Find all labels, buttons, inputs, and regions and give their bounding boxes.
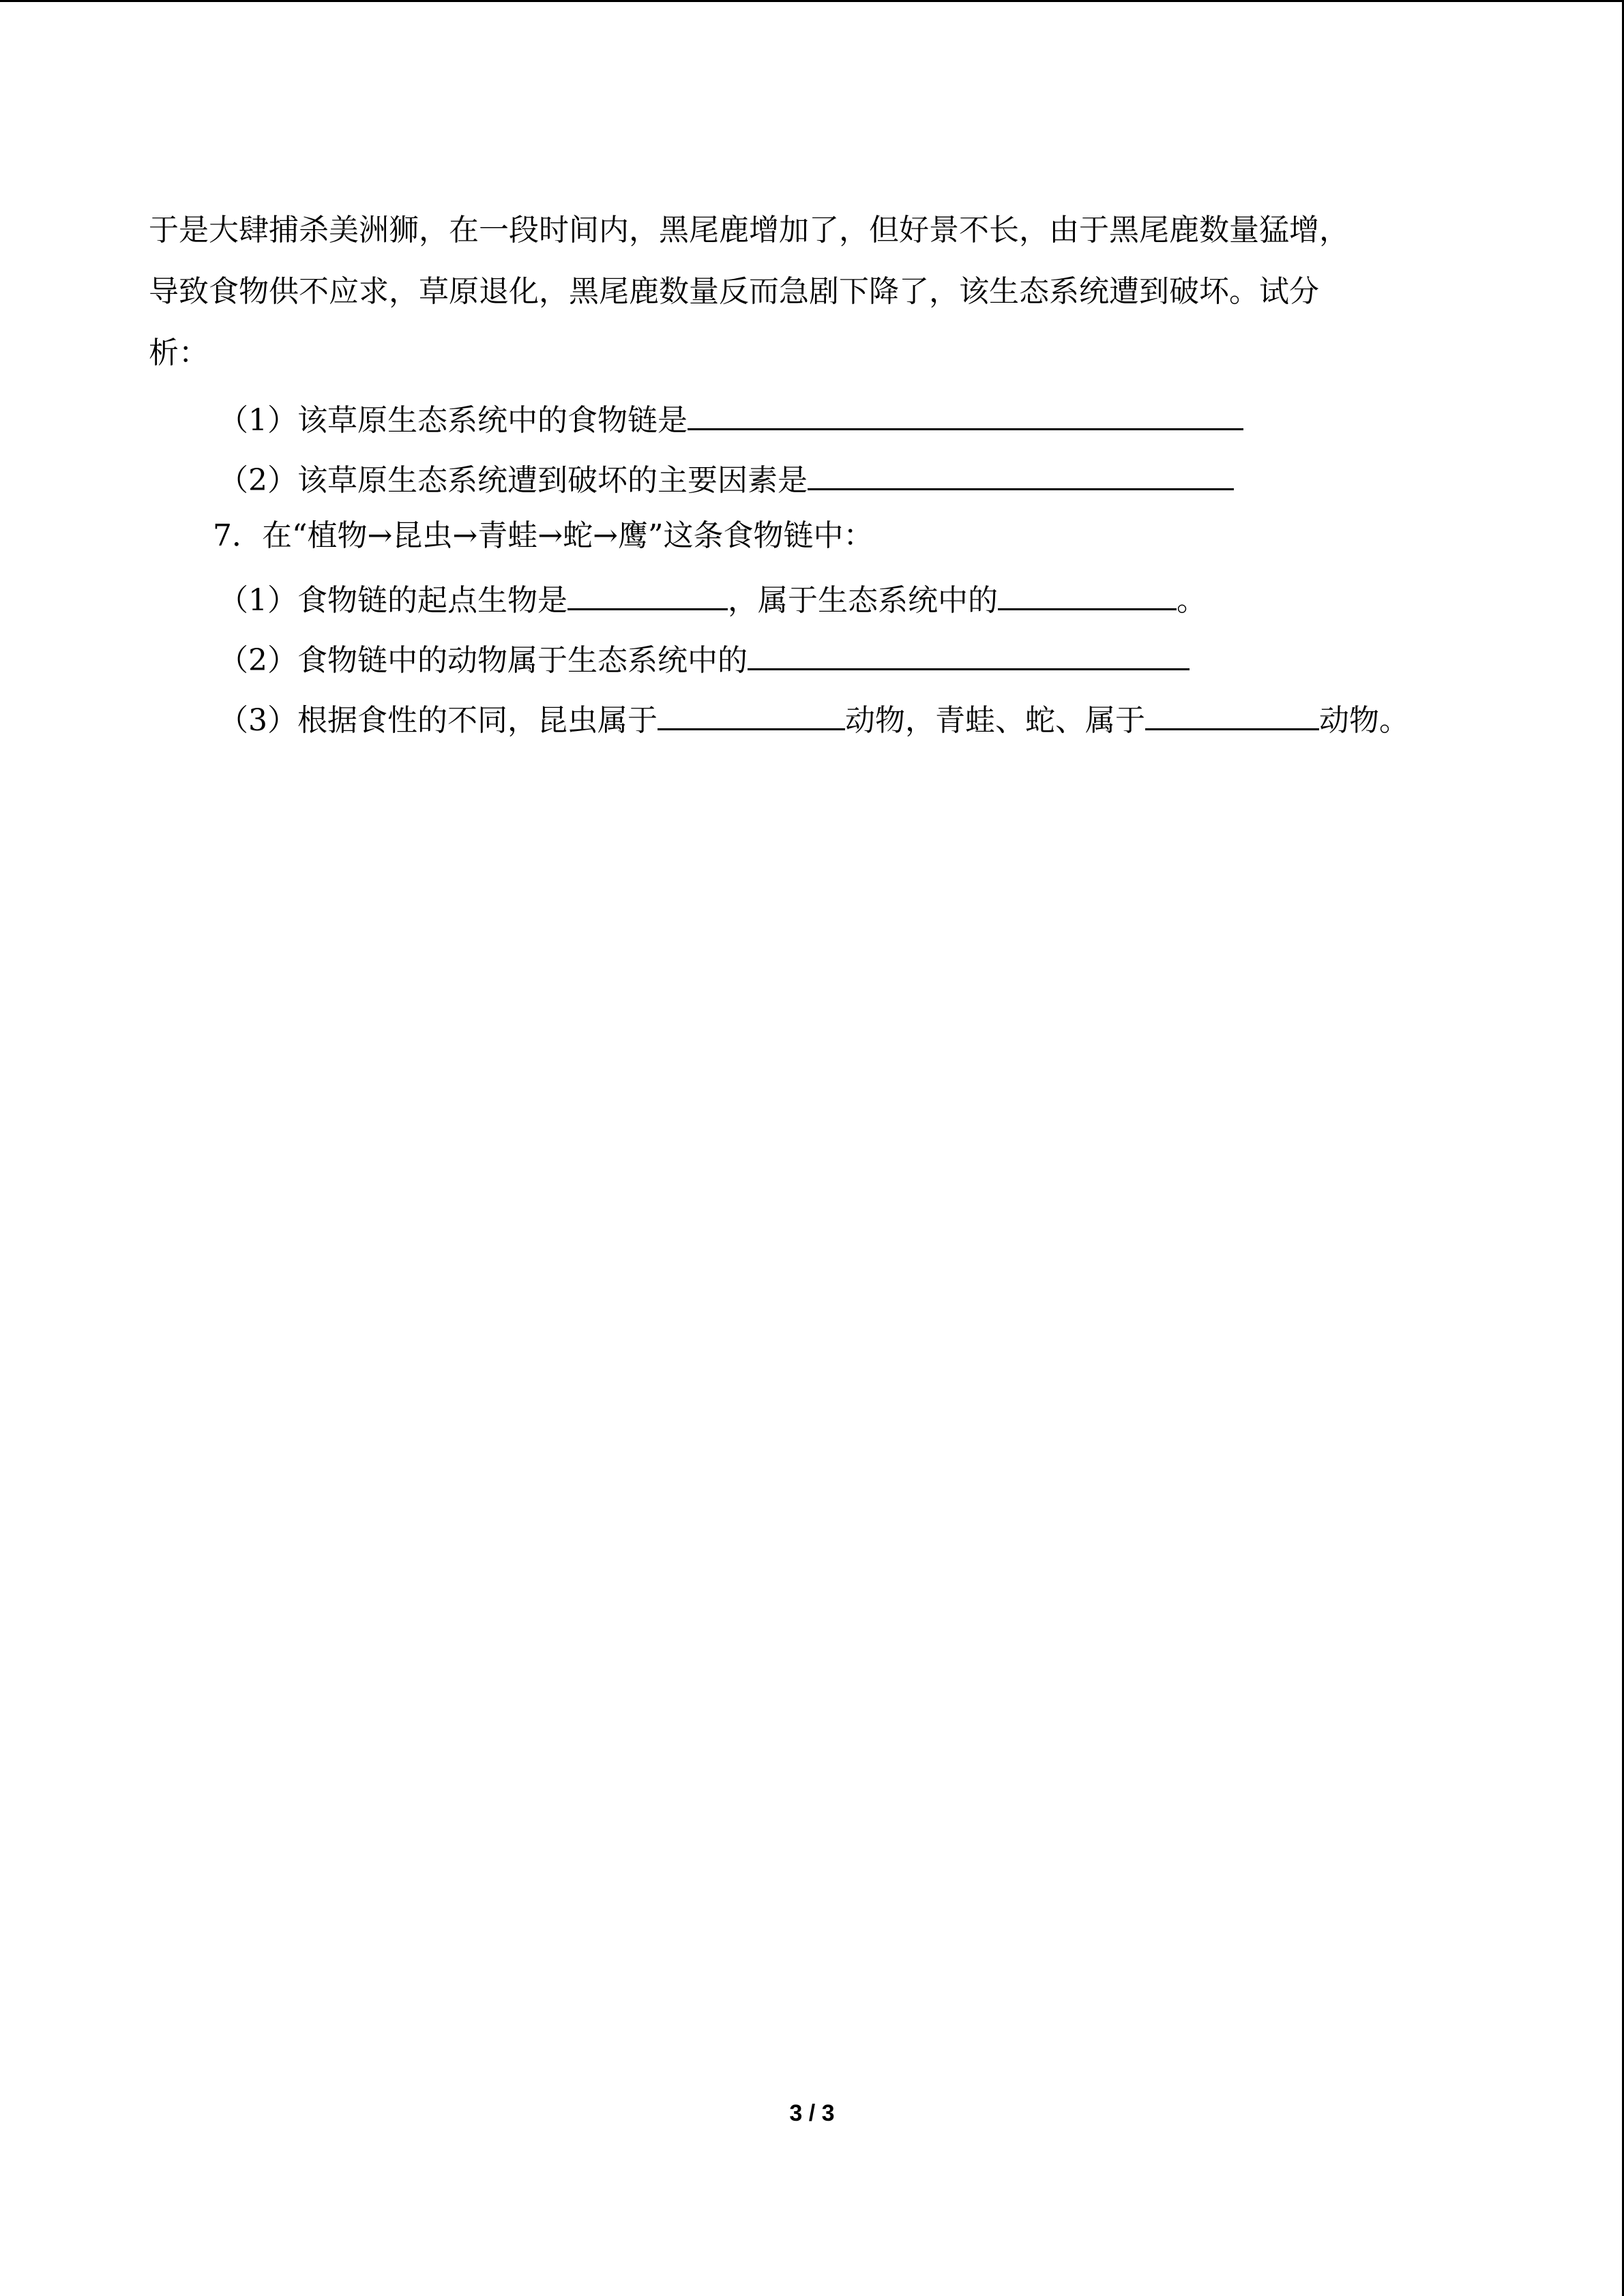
q7-sub3-text-b: 动物，青蛙、蛇、属于 bbox=[845, 703, 1145, 738]
q6-sub2-answer-blank[interactable] bbox=[808, 456, 1234, 490]
q6-sub2 bbox=[218, 456, 1234, 501]
q6-sub2-text: （2）该草原生态系统遭到破坏的主要因素是 bbox=[218, 463, 808, 498]
q6-sub1-text: （1）该草原生态系统中的食物链是 bbox=[218, 403, 688, 438]
q6-sub1 bbox=[218, 396, 1243, 441]
q7-sub1-answer-blank-1[interactable] bbox=[567, 576, 728, 610]
q7-sub2-answer-blank[interactable] bbox=[748, 636, 1190, 670]
q6-sub1-answer-blank[interactable] bbox=[688, 396, 1243, 430]
paragraph-line-2: 导致食物供不应求，草原退化，黑尾鹿数量反而急剧下降了，该生态系统遭到破坏。试分 bbox=[149, 274, 1319, 309]
paragraph-line-3: 析： bbox=[149, 336, 209, 370]
q7-sub1-text-b: ，属于生态系统中的 bbox=[728, 583, 998, 618]
paragraph-line-1: 于是大肆捕杀美洲狮，在一段时间内，黑尾鹿增加了，但好景不长，由于黑尾鹿数量猛增， bbox=[149, 213, 1349, 248]
q7-sub1-answer-blank-2[interactable] bbox=[998, 576, 1177, 610]
q7-sub3-answer-blank-1[interactable] bbox=[658, 696, 845, 730]
q7-sub1-text-c: 。 bbox=[1177, 583, 1207, 618]
q7-sub2 bbox=[218, 636, 1190, 681]
q7-sub1 bbox=[218, 576, 1207, 621]
top-border-rule bbox=[0, 0, 1624, 2]
q7-sub3-text-a: （3）根据食性的不同，昆虫属于 bbox=[218, 703, 658, 738]
q7-sub3 bbox=[218, 696, 1409, 741]
q7-sub1-text-a: （1）食物链的起点生物是 bbox=[218, 583, 567, 618]
page-number: 3 / 3 bbox=[789, 2100, 835, 2126]
q7-sub3-text-c: 动物。 bbox=[1319, 703, 1409, 738]
q7-sub2-text: （2）食物链中的动物属于生态系统中的 bbox=[218, 643, 748, 678]
q7-title: 7．在“植物→昆虫→青蛙→蛇→鹰”这条食物链中： bbox=[213, 518, 874, 553]
q7-sub3-answer-blank-2[interactable] bbox=[1145, 696, 1319, 730]
